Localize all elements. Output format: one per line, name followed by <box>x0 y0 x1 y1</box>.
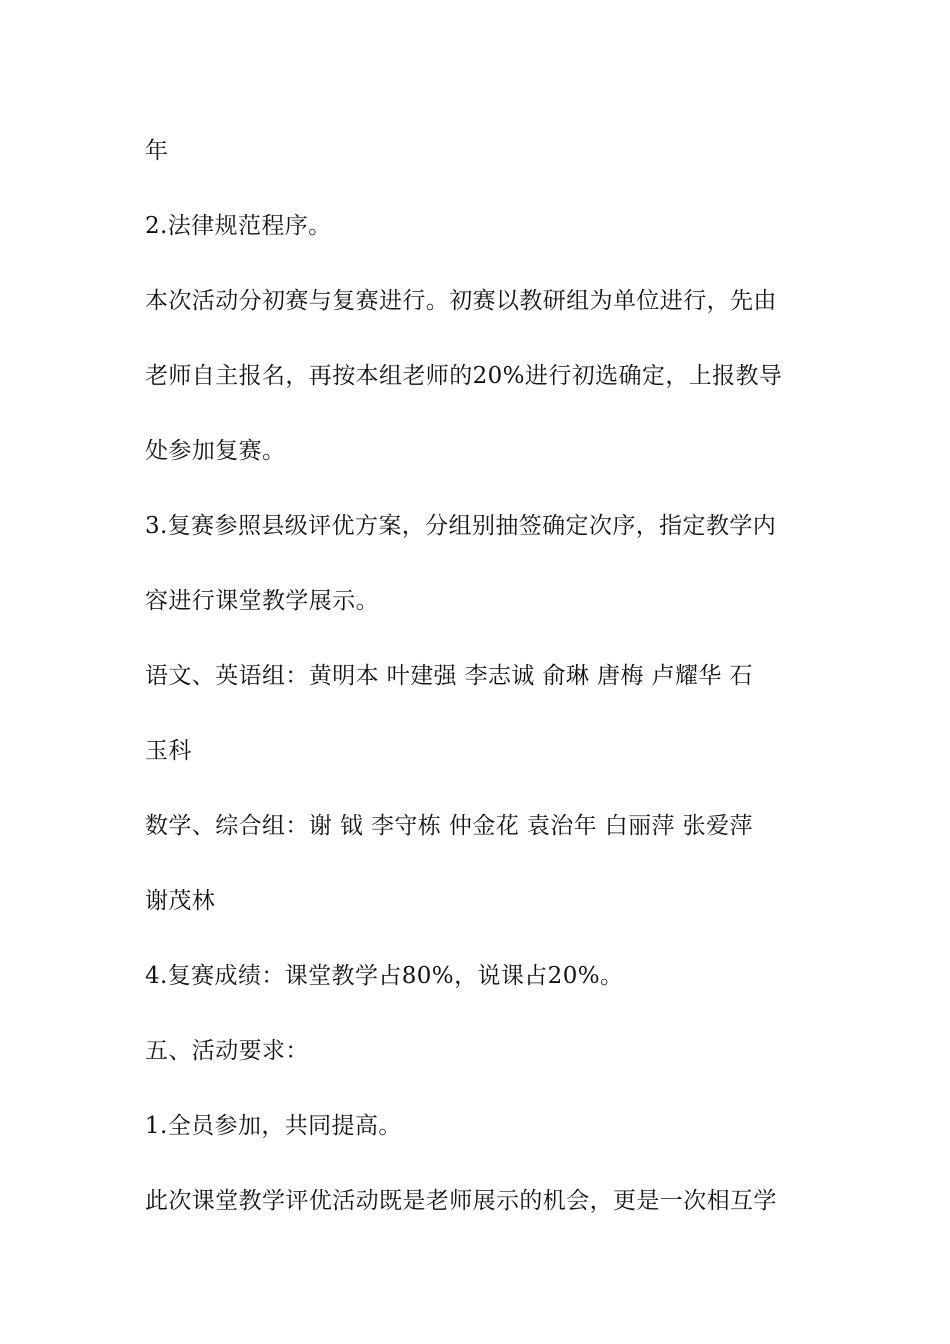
text-line: 容进行课堂教学展示。 <box>145 588 379 614</box>
group-list-line: 语文、英语组：黄明本 叶建强 李志诚 俞琳 唐梅 卢耀华 石 <box>145 663 753 689</box>
text-line: 此次课堂教学评优活动既是老师展示的机会，更是一次相互学 <box>145 1188 777 1214</box>
group-list-line: 玉科 <box>145 738 192 764</box>
text-line: 年 <box>145 138 169 164</box>
group-list-line: 数学、综合组：谢 钺 李守栋 仲金花 袁治年 白丽萍 张爱萍 <box>145 813 753 839</box>
section-heading: 1.全员参加，共同提高。 <box>145 1113 402 1139</box>
section-heading: 2.法律规范程序。 <box>145 213 332 239</box>
text-line: 4.复赛成绩：课堂教学占80%，说课占20%。 <box>145 963 624 989</box>
section-heading: 五、活动要求： <box>145 1038 309 1064</box>
group-list-line: 谢茂林 <box>145 888 216 914</box>
text-line: 老师自主报名，再按本组老师的20%进行初选确定，上报教导 <box>145 363 783 389</box>
text-line: 3.复赛参照县级评优方案，分组别抽签确定次序，指定教学内 <box>145 513 777 539</box>
text-line: 本次活动分初赛与复赛进行。初赛以教研组为单位进行，先由 <box>145 288 777 314</box>
text-line: 处参加复赛。 <box>145 438 286 464</box>
